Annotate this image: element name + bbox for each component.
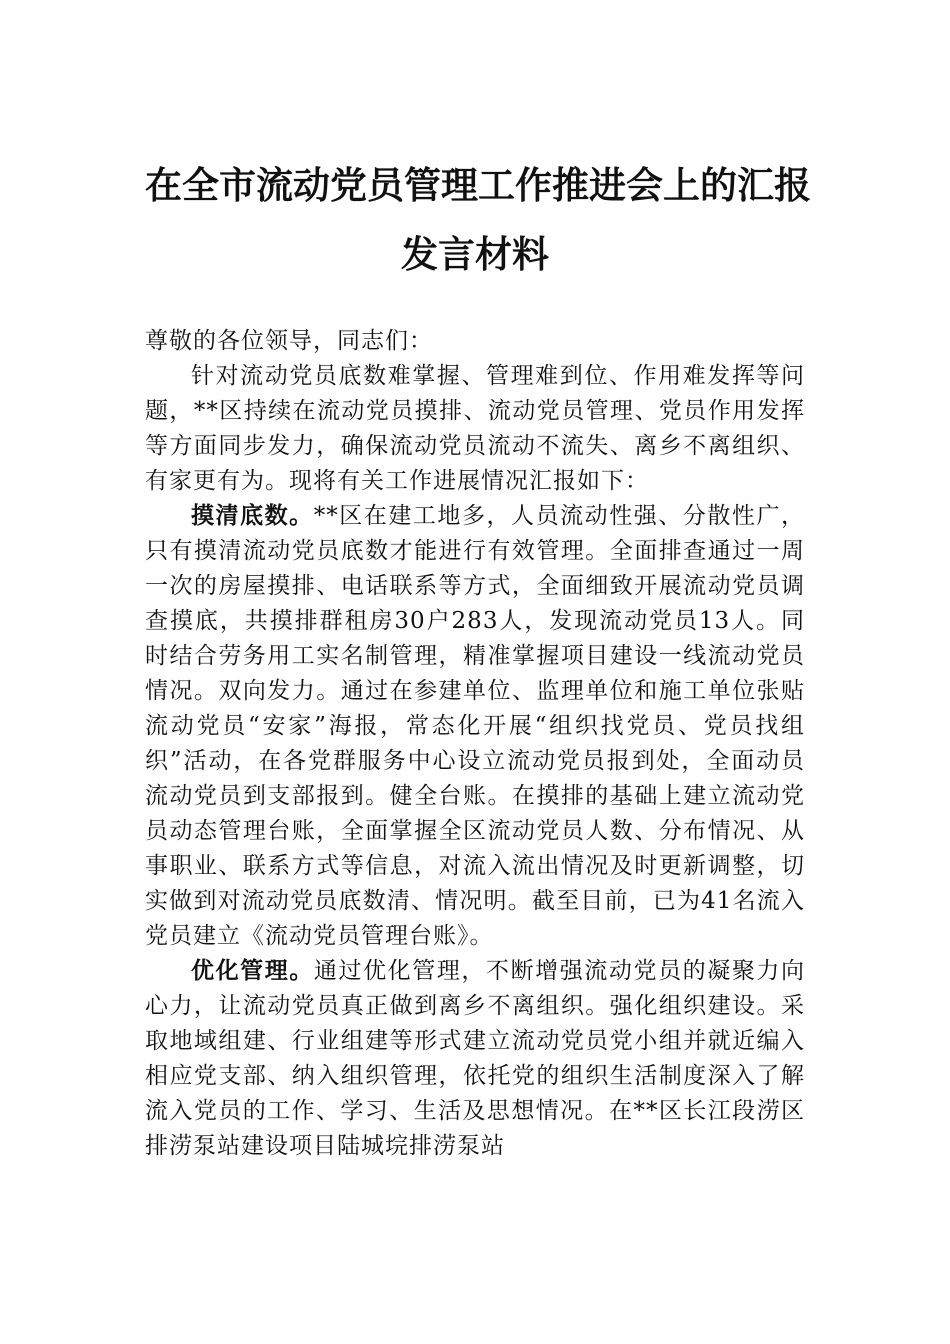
section-2-text: 通过优化管理，不断增强流动党员的凝聚力向心力，让流动党员真正做到离乡不离组织。强化组织建设。采取地域组建、行业组建等形式建立流动党员党小组并就近编入相应党支部、纳入组织管理，依托党的组织生活制度深入了解流入党员的工作、学习、生活及思想情况。在**区长江段涝区排涝泵站建设项目陆城垸排涝泵站 <box>145 958 806 1159</box>
document-body <box>145 324 805 1164</box>
document-title-line-2: 发言材料 <box>401 232 549 276</box>
section-1-heading: 摸清底数。 <box>191 503 314 529</box>
salutation: 尊敬的各位领导，同志们： <box>145 328 433 354</box>
section-2-paragraph <box>145 954 805 1164</box>
section-2-heading: 优化管理。 <box>191 958 314 984</box>
section-1-paragraph <box>145 499 805 954</box>
document-title-line-1: 在全市流动党员管理工作推进会上的汇报 <box>145 163 811 207</box>
section-1-text: **区在建工地多，人员流动性强、分散性广，只有摸清流动党员底数才能进行有效管理。全面排查通过一周一次的房屋摸排、电话联系等方式，全面细致开展流动党员调查摸底，共摸排群租房30户283人，发现流动党员13人。同时结合劳务用工实名制管理，精准掌握项目建设一线流动党员情况。双向发力。通过在参建单位、监理单位和施工单位张贴流动党员“安家”海报，常态化开展“组织找党员、党员找组织”活动，在各党群服务中心设立流动党员报到处，全面动员流动党员到支部报到。健全台账。在摸排的基础上建立流动党员动态管理台账，全面掌握全区流动党员人数、分布情况、从事职业、联系方式等信息，对流入流出情况及时更新调整，切实做到对流动党员底数清、情况明。截至目前，已为41名流入党员建立《流动党员管理台账》。 <box>145 503 806 949</box>
intro-paragraph: 针对流动党员底数难掌握、管理难到位、作用难发挥等问题，**区持续在流动党员摸排、流动党员管理、党员作用发挥等方面同步发力，确保流动党员流动不流失、离乡不离组织、有家更有为。现将有关工作进展情况汇报如下： <box>145 363 805 494</box>
